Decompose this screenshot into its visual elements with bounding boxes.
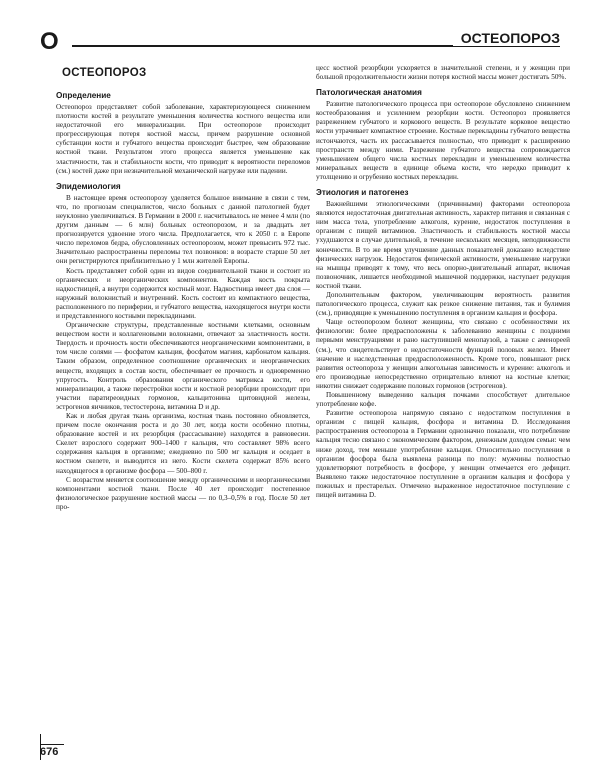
running-title: ОСТЕОПОРОЗ xyxy=(453,30,560,46)
paragraph: С возрастом меняется соотношение между органическими и неорганическими компонентами костной ткани. После 40 лет происходит постепенное физиологическое разрушение костной массы — по 0,3–0,5% в год. После 50 лет про- xyxy=(56,475,310,511)
paragraph: Развитие патологического процесса при остеопорозе обусловлено снижением костеобразования и усилением резорбции кости. Остеопороз проявляется разрежением губчатого и коркового веществ. В результате корковое вещество кости утрачивает компактное строение. Костные перекладины губчатого вещества истончаются, часть их рассасывается полностью, что приводит к расширению пространств между ними. Разрежение губчатого вещества сопровождается уменьшением общего числа костных перекладин и уменьшением количества минеральных веществ в единице объема кости, что нередко приводит к утолщению и огрубению костных перекладин. xyxy=(316,100,570,181)
paragraph: Чаще остеопорозом болеют женщины, что связано с особенностями их физиологии: более предрасположены к заболеванию женщины с поздними первыми менструациями и рано наступившей менопаузой, а также с аменореей (см.), что свидетельствует о недостаточности функций половых желез. Имеет значение и наследственная предрасположенность. Кроме того, повышают риск развития остеопороза у женщин алкогольная зависимость и курение: алкоголь и его производные непосредственно отрицательно влияют на костные клетки; никотин снижает содержание половых гормонов (эстрогенов). xyxy=(316,318,570,390)
paragraph: Повышенному выведению кальция почками способствует длительное употребление кофе. xyxy=(316,391,570,409)
paragraph: Кость представляет собой один из видов соединительной ткани и состоит из органических и неорганических компонентов. Каждая кость покрыта надкостницей, а внутри содержится костный мозг. Надкостница имеет два слоя — наружный волокнистый и внутренний. Кость состоит из компактного вещества, расположенного по периферии, и губчатого вещества, находящегося внутри кости и представленного костными перекладинами. xyxy=(56,266,310,320)
page-number: 676 xyxy=(40,746,59,758)
paragraph: В настоящее время остеопорозу уделяется большое внимание в связи с тем, что, по прогнозам специалистов, число больных с данной патологией будет неуклонно увеличиваться. В Германии в 2000 г. насчитывалось не менее 4 млн (по другим данным — 6 млн) больных остеопорозом, и за двадцать лет прогнозируется удвоение этого числа. Предполагается, что к 2050 г. в Европе число переломов бедра, обусловленных остеопорозом, может превысить 972 тыс. Значительно распространены переломы тел позвонков: в возрасте старше 50 лет они регистрируются приблизительно у 1 млн жителей Европы. xyxy=(56,193,310,266)
paragraph: Как и любая другая ткань организма, костная ткань постоянно обновляется, причем после окончания роста и до 30 лет, когда кости особенно плотны, образование костей и их резорбция (рассасывание) находятся в равновесии. Скелет взрослого содержит 900–1400 г кальция, что составляет 98% всего содержания кальция в организме; ежедневно по 500 мг кальция и оседает в костном скелете, и выводится из него. Кости скелета содержат 85% всего находящегося в организме фосфора — 500–800 г. xyxy=(56,412,310,475)
paragraph: Важнейшими этиологическими (причинными) факторами остеопороза являются недостаточная двигательная активность, характер питания и связанная с ним масса тела, употребление алкоголя, курение, недостаток поступления в организм с пищей витаминов. Эластичность и стабильность костной массы ухудшаются в случае длительной, в течение нескольких месяцев, неподвижности конечности. В то же время улучшение данных показателей доказано вследствие физических нагрузок. Недостаток физической активности, уменьшение нагрузки на мышцы приводят к тому, что весь опорно-двигательный аппарат, включая позвоночник, лишается необходимой мышечной поддержки, наступает редукция костной ткани. xyxy=(316,200,570,290)
section-heading-etiology: Этиология и патогенез xyxy=(316,188,409,198)
section-heading-pathology: Патологическая анатомия xyxy=(316,88,422,98)
paragraph: Развитие остеопороза напрямую связано с недостатком поступления в организм с пищей кальция, фосфора и витамина D. Исследования распространения остеопороза в Германии однозначно показали, что потребление кальция тесно связано с экономическим фактором, денежным доходом семьи: чем ниже доход, тем меньше употребление кальция. Относительно поступления в организм фосфора была выявлена разница по полу: мужчины полностью удовлетворяют потребность в фосфоре, у женщин отмечается его дефицит. Выявлено также недостаточное поступление в организм кальция и фосфора у пожилых и престарелых. Отмечено выраженное недостаточное поступление с пищей витамина D. xyxy=(316,409,570,500)
paragraph: Дополнительным фактором, увеличивающим вероятность развития патологического процесса, служит как резкое снижение питания, так и булимия (см.), приводящие к уменьшению поступления в организм кальция и фосфора. xyxy=(316,290,570,318)
paragraph-continuation: цесс костной резорбции ускоряется в значительной степени, и у женщин при большой продолжительности жизни потеря костной массы может достигать 50%. xyxy=(316,64,570,82)
paragraph: Органические структуры, представленные костными клетками, основным веществом кости и коллагеновыми волокнами, отвечают за эластичность кости. Твердость и прочность кости обеспечиваются неорганическими компонентами, в том числе солями — фосфатом кальция, фосфатом магния, карбонатом кальция. Таким образом, определенное соотношение органических и неорганических веществ, входящих в состав кости, обеспечивает ее прочность и одновременно упругость. Контроль образования органического матрикса кости, его минерализации, а также перестройки кости и костной резорбции происходит при участии паратиреоидных гормонов, кальцитонина щитовидной железы, эстрогенов яичников, тестостерона, витамина D и др. xyxy=(56,321,310,411)
right-column xyxy=(316,64,570,742)
left-column xyxy=(56,62,310,740)
paragraph: Остеопороз представляет собой заболевание, характеризующееся снижением плотности костей в результате уменьшения количества костного вещества или недостаточной его минерализации. При остеопорозе происходит прогрессирующая потеря костной массы, причем разрушение основной субстанции кости и губчатого вещества происходит быстрее, чем образование костной ткани. Результатом этого процесса является уменьшение как эластичности, так и стабильности кости, что приводит к вероятности переломов (см.) костей даже при незначительной механической нагрузке или падении. xyxy=(56,103,310,175)
section-letter: O xyxy=(40,28,59,55)
section-heading-epidemiology: Эпидемиология xyxy=(56,181,121,191)
page-number-rule xyxy=(40,744,64,745)
article-title: ОСТЕОПОРОЗ xyxy=(62,67,147,79)
section-heading-definition: Определение xyxy=(56,91,111,100)
